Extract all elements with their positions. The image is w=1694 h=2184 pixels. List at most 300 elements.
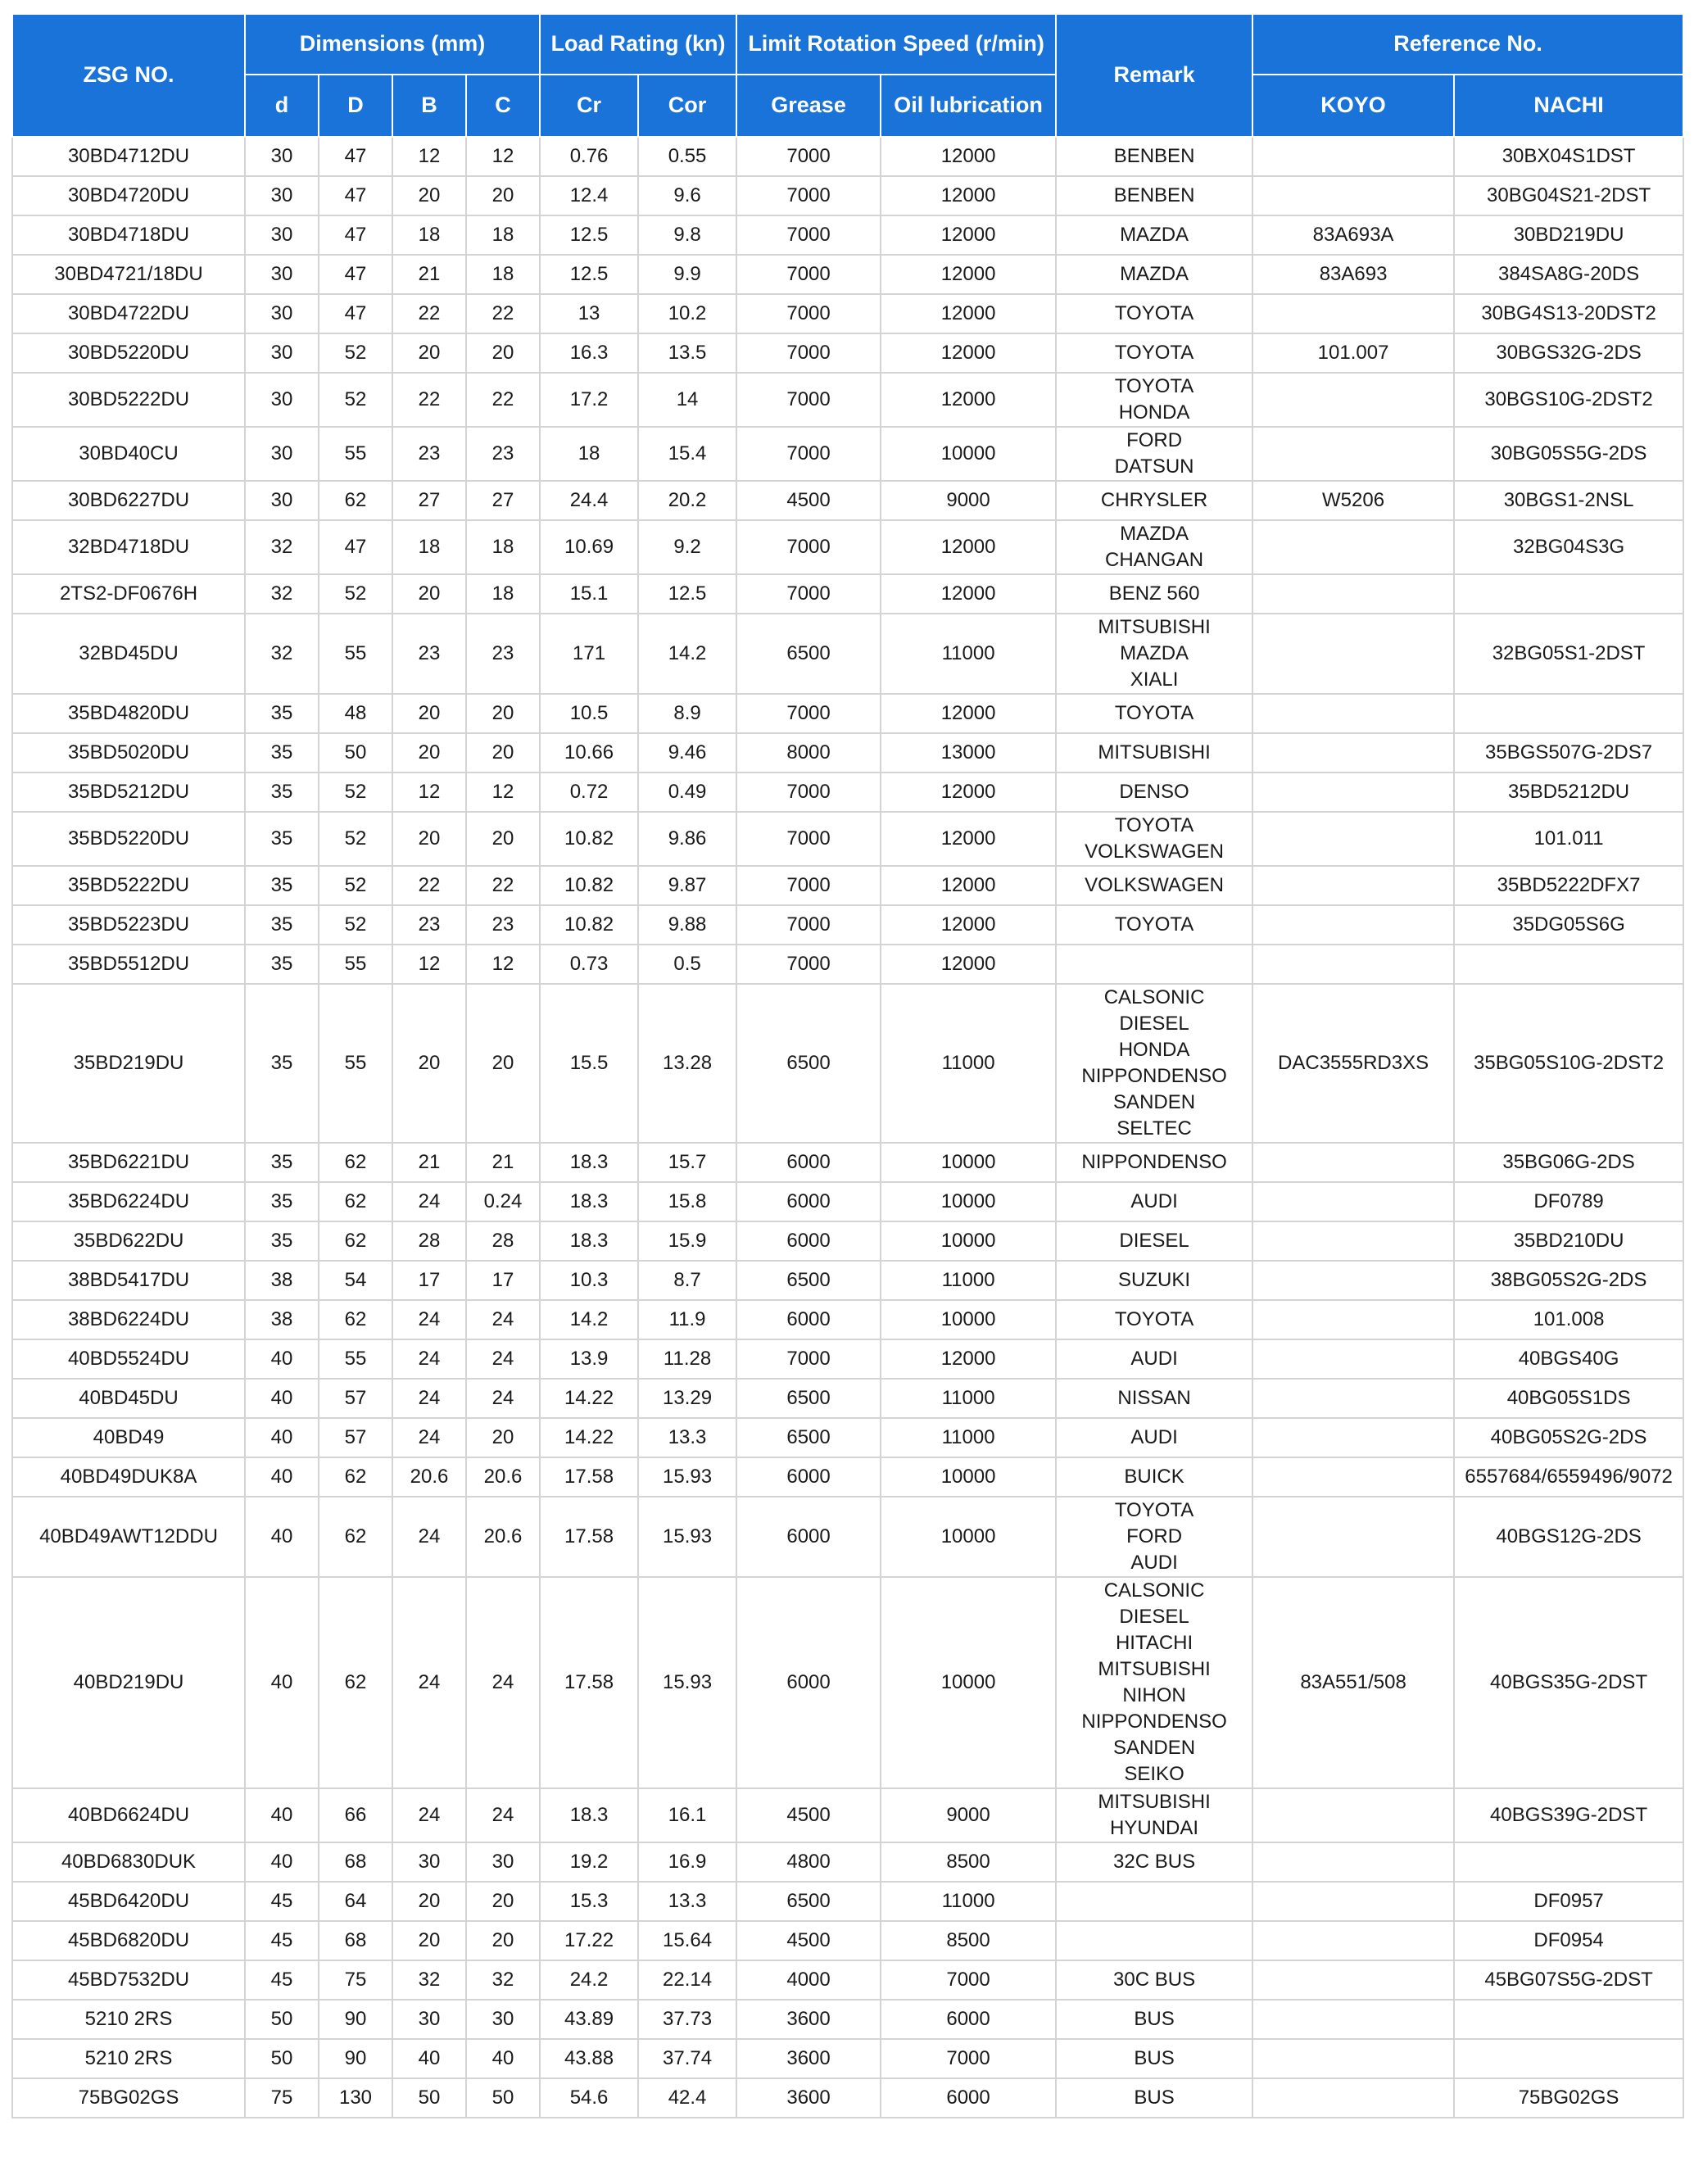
cell-oil: 10000: [881, 1143, 1056, 1182]
cell-d: 47: [319, 294, 392, 333]
cell-nachi: 38BG05S2G-2DS: [1454, 1261, 1683, 1300]
cell-c: 20.6: [466, 1497, 540, 1577]
cell-koyo: W5206: [1252, 481, 1454, 520]
cell-oil: 8500: [881, 1842, 1056, 1882]
cell-d: 62: [319, 1182, 392, 1221]
cell-cor: 9.87: [638, 866, 736, 905]
cell-zsg: 45BD7532DU: [12, 1960, 245, 2000]
cell-b: 24: [392, 1418, 466, 1457]
cell-cr: 15.1: [540, 574, 638, 614]
cell-grease: 7000: [736, 812, 881, 866]
cell-cor: 16.9: [638, 1842, 736, 1882]
table-row: [12, 1300, 1683, 1339]
cell-d: 62: [319, 1497, 392, 1577]
cell-cor: 13.3: [638, 1418, 736, 1457]
cell-c: 28: [466, 1221, 540, 1261]
cell-nachi: 35BGS507G-2DS7: [1454, 733, 1683, 773]
cell-remark: BUS: [1056, 2078, 1252, 2118]
cell-oil: 11000: [881, 614, 1056, 694]
cell-remark: MITSUBISHI: [1056, 733, 1252, 773]
cell-cr: 16.3: [540, 333, 638, 373]
cell-zsg: 40BD219DU: [12, 1577, 245, 1788]
header-remark: Remark: [1056, 14, 1252, 137]
cell-c: 20: [466, 1418, 540, 1457]
cell-d: 30: [245, 333, 319, 373]
cell-zsg: 2TS2-DF0676H: [12, 574, 245, 614]
cell-koyo: [1252, 1221, 1454, 1261]
cell-b: 20: [392, 694, 466, 733]
cell-oil: 11000: [881, 1379, 1056, 1418]
cell-d: 57: [319, 1379, 392, 1418]
cell-zsg: 35BD4820DU: [12, 694, 245, 733]
cell-b: 24: [392, 1339, 466, 1379]
cell-nachi: 30BGS10G-2DST2: [1454, 373, 1683, 427]
cell-nachi: 30BG4S13-20DST2: [1454, 294, 1683, 333]
cell-d: 30: [245, 294, 319, 333]
cell-remark: BUICK: [1056, 1457, 1252, 1497]
cell-nachi: 30BGS32G-2DS: [1454, 333, 1683, 373]
cell-d: 48: [319, 694, 392, 733]
cell-nachi: 35BD5222DFX7: [1454, 866, 1683, 905]
cell-cr: 18.3: [540, 1143, 638, 1182]
cell-cr: 43.88: [540, 2039, 638, 2078]
cell-zsg: 35BD5222DU: [12, 866, 245, 905]
table-row: [12, 773, 1683, 812]
cell-d: 62: [319, 481, 392, 520]
header-row-1: [12, 14, 1683, 75]
cell-cor: 20.2: [638, 481, 736, 520]
cell-cor: 13.3: [638, 1882, 736, 1921]
cell-zsg: 35BD5020DU: [12, 733, 245, 773]
table-row: [12, 137, 1683, 176]
cell-cor: 9.86: [638, 812, 736, 866]
cell-koyo: [1252, 614, 1454, 694]
cell-remark: FORD DATSUN: [1056, 427, 1252, 481]
cell-cr: 171: [540, 614, 638, 694]
cell-remark: BENZ 560: [1056, 574, 1252, 614]
cell-cor: 10.2: [638, 294, 736, 333]
cell-remark: TOYOTA: [1056, 294, 1252, 333]
cell-d: 47: [319, 176, 392, 215]
cell-cor: 0.49: [638, 773, 736, 812]
cell-oil: 7000: [881, 1960, 1056, 2000]
cell-cr: 17.22: [540, 1921, 638, 1960]
cell-c: 20: [466, 733, 540, 773]
cell-grease: 7000: [736, 294, 881, 333]
cell-nachi: [1454, 694, 1683, 733]
cell-b: 20: [392, 1921, 466, 1960]
cell-c: 23: [466, 427, 540, 481]
cell-cor: 0.55: [638, 137, 736, 176]
cell-d: 40: [245, 1842, 319, 1882]
cell-d: 52: [319, 333, 392, 373]
cell-b: 23: [392, 427, 466, 481]
cell-cor: 15.93: [638, 1457, 736, 1497]
cell-d: 40: [245, 1418, 319, 1457]
cell-b: 30: [392, 2000, 466, 2039]
cell-cr: 0.73: [540, 945, 638, 984]
cell-d: 47: [319, 255, 392, 294]
cell-grease: 6500: [736, 984, 881, 1143]
cell-grease: 6000: [736, 1300, 881, 1339]
cell-b: 24: [392, 1182, 466, 1221]
cell-oil: 9000: [881, 1788, 1056, 1842]
cell-oil: 12000: [881, 905, 1056, 945]
cell-oil: 9000: [881, 481, 1056, 520]
header-row-2: [12, 75, 1683, 137]
cell-c: 22: [466, 373, 540, 427]
cell-nachi: [1454, 945, 1683, 984]
cell-d: 55: [319, 984, 392, 1143]
cell-zsg: 35BD6224DU: [12, 1182, 245, 1221]
cell-grease: 7000: [736, 905, 881, 945]
cell-d: 45: [245, 1960, 319, 2000]
cell-grease: 3600: [736, 2039, 881, 2078]
cell-cr: 18.3: [540, 1182, 638, 1221]
cell-zsg: 30BD4720DU: [12, 176, 245, 215]
cell-koyo: [1252, 905, 1454, 945]
cell-d: 62: [319, 1143, 392, 1182]
cell-d: 50: [245, 2000, 319, 2039]
table-row: [12, 694, 1683, 733]
cell-koyo: [1252, 733, 1454, 773]
cell-oil: 11000: [881, 1418, 1056, 1457]
cell-d: 62: [319, 1457, 392, 1497]
cell-c: 12: [466, 773, 540, 812]
cell-nachi: 35BD5212DU: [1454, 773, 1683, 812]
cell-grease: 6000: [736, 1457, 881, 1497]
cell-c: 0.24: [466, 1182, 540, 1221]
cell-grease: 7000: [736, 333, 881, 373]
cell-grease: 6500: [736, 1379, 881, 1418]
cell-koyo: [1252, 137, 1454, 176]
cell-c: 23: [466, 905, 540, 945]
bearing-spec-table: [11, 13, 1684, 2118]
cell-cr: 0.72: [540, 773, 638, 812]
cell-c: 20: [466, 694, 540, 733]
cell-remark: MAZDA: [1056, 215, 1252, 255]
cell-cr: 17.2: [540, 373, 638, 427]
cell-remark: BENBEN: [1056, 176, 1252, 215]
cell-remark: VOLKSWAGEN: [1056, 866, 1252, 905]
cell-oil: 12000: [881, 1339, 1056, 1379]
cell-grease: 4500: [736, 481, 881, 520]
table-row: [12, 1143, 1683, 1182]
cell-koyo: [1252, 1882, 1454, 1921]
cell-d: 40: [245, 1379, 319, 1418]
cell-cr: 54.6: [540, 2078, 638, 2118]
cell-zsg: 38BD5417DU: [12, 1261, 245, 1300]
cell-d: 40: [245, 1497, 319, 1577]
cell-cr: 19.2: [540, 1842, 638, 1882]
cell-koyo: [1252, 520, 1454, 574]
cell-oil: 12000: [881, 373, 1056, 427]
cell-cor: 15.7: [638, 1143, 736, 1182]
cell-b: 22: [392, 373, 466, 427]
cell-c: 32: [466, 1960, 540, 2000]
cell-cor: 0.5: [638, 945, 736, 984]
cell-koyo: 83A551/508: [1252, 1577, 1454, 1788]
cell-koyo: 83A693A: [1252, 215, 1454, 255]
cell-nachi: [1454, 574, 1683, 614]
cell-cr: 10.82: [540, 905, 638, 945]
cell-nachi: 35BD210DU: [1454, 1221, 1683, 1261]
cell-oil: 8500: [881, 1921, 1056, 1960]
cell-d: 55: [319, 427, 392, 481]
cell-remark: BUS: [1056, 2000, 1252, 2039]
cell-oil: 10000: [881, 427, 1056, 481]
cell-cor: 12.5: [638, 574, 736, 614]
cell-zsg: 30BD6227DU: [12, 481, 245, 520]
cell-d: 52: [319, 866, 392, 905]
table-row: [12, 1457, 1683, 1497]
table-row: [12, 1379, 1683, 1418]
table-row: [12, 2039, 1683, 2078]
cell-zsg: 45BD6420DU: [12, 1882, 245, 1921]
cell-d: 35: [245, 1221, 319, 1261]
cell-remark: MAZDA: [1056, 255, 1252, 294]
cell-grease: 7000: [736, 773, 881, 812]
cell-remark: TOYOTA FORD AUDI: [1056, 1497, 1252, 1577]
cell-cor: 42.4: [638, 2078, 736, 2118]
cell-grease: 7000: [736, 373, 881, 427]
cell-zsg: 30BD5222DU: [12, 373, 245, 427]
table-row: [12, 255, 1683, 294]
cell-c: 30: [466, 1842, 540, 1882]
cell-grease: 3600: [736, 2000, 881, 2039]
cell-b: 20: [392, 1882, 466, 1921]
table-row: [12, 1497, 1683, 1577]
cell-grease: 7000: [736, 866, 881, 905]
cell-nachi: 40BG05S1DS: [1454, 1379, 1683, 1418]
cell-c: 30: [466, 2000, 540, 2039]
cell-cor: 13.29: [638, 1379, 736, 1418]
cell-cor: 9.6: [638, 176, 736, 215]
cell-koyo: [1252, 574, 1454, 614]
header-cr: Cr: [540, 75, 638, 137]
cell-koyo: [1252, 2000, 1454, 2039]
cell-d: 130: [319, 2078, 392, 2118]
cell-nachi: [1454, 2000, 1683, 2039]
cell-oil: 12000: [881, 694, 1056, 733]
cell-d: 50: [319, 733, 392, 773]
header-dimensions: Dimensions (mm): [245, 14, 540, 75]
cell-d: 30: [245, 427, 319, 481]
cell-d: 50: [245, 2039, 319, 2078]
cell-grease: 6000: [736, 1182, 881, 1221]
cell-cr: 18: [540, 427, 638, 481]
cell-oil: 6000: [881, 2000, 1056, 2039]
cell-remark: 30C BUS: [1056, 1960, 1252, 2000]
cell-cr: 10.82: [540, 866, 638, 905]
cell-cr: 18.3: [540, 1221, 638, 1261]
cell-d: 62: [319, 1221, 392, 1261]
cell-d: 75: [319, 1960, 392, 2000]
cell-zsg: 30BD4722DU: [12, 294, 245, 333]
cell-oil: 10000: [881, 1457, 1056, 1497]
cell-c: 20: [466, 984, 540, 1143]
cell-cor: 13.28: [638, 984, 736, 1143]
cell-b: 30: [392, 1842, 466, 1882]
cell-cr: 14.22: [540, 1379, 638, 1418]
cell-b: 24: [392, 1497, 466, 1577]
cell-d: 32: [245, 574, 319, 614]
cell-b: 22: [392, 866, 466, 905]
cell-nachi: [1454, 1842, 1683, 1882]
cell-remark: AUDI: [1056, 1418, 1252, 1457]
cell-cor: 37.74: [638, 2039, 736, 2078]
cell-remark: BUS: [1056, 2039, 1252, 2078]
table-row: [12, 1182, 1683, 1221]
cell-grease: 6000: [736, 1577, 881, 1788]
cell-nachi: DF0789: [1454, 1182, 1683, 1221]
cell-nachi: 30BGS1-2NSL: [1454, 481, 1683, 520]
cell-nachi: 40BGS39G-2DST: [1454, 1788, 1683, 1842]
cell-zsg: 38BD6224DU: [12, 1300, 245, 1339]
cell-grease: 4500: [736, 1788, 881, 1842]
cell-nachi: DF0954: [1454, 1921, 1683, 1960]
cell-zsg: 5210 2RS: [12, 2039, 245, 2078]
cell-koyo: [1252, 1457, 1454, 1497]
table-row: [12, 176, 1683, 215]
cell-oil: 11000: [881, 1261, 1056, 1300]
cell-cr: 12.5: [540, 215, 638, 255]
cell-koyo: [1252, 694, 1454, 733]
cell-oil: 13000: [881, 733, 1056, 773]
table-body: [12, 137, 1683, 2118]
cell-cor: 11.9: [638, 1300, 736, 1339]
cell-d: 30: [245, 176, 319, 215]
cell-nachi: 32BG04S3G: [1454, 520, 1683, 574]
cell-b: 23: [392, 614, 466, 694]
cell-nachi: 35DG05S6G: [1454, 905, 1683, 945]
table-row: [12, 2078, 1683, 2118]
cell-koyo: [1252, 1182, 1454, 1221]
cell-cr: 13: [540, 294, 638, 333]
cell-grease: 4000: [736, 1960, 881, 2000]
cell-c: 18: [466, 574, 540, 614]
header-limit-speed: Limit Rotation Speed (r/min): [736, 14, 1056, 75]
cell-b: 20: [392, 984, 466, 1143]
cell-koyo: 83A693: [1252, 255, 1454, 294]
cell-b: 24: [392, 1788, 466, 1842]
cell-d: 55: [319, 945, 392, 984]
cell-d: 30: [245, 215, 319, 255]
cell-grease: 8000: [736, 733, 881, 773]
cell-cor: 14.2: [638, 614, 736, 694]
cell-koyo: [1252, 866, 1454, 905]
cell-remark: 32C BUS: [1056, 1842, 1252, 1882]
cell-cor: 15.8: [638, 1182, 736, 1221]
cell-d: 45: [245, 1882, 319, 1921]
cell-remark: [1056, 945, 1252, 984]
cell-zsg: 45BD6820DU: [12, 1921, 245, 1960]
cell-d: 62: [319, 1300, 392, 1339]
cell-oil: 10000: [881, 1300, 1056, 1339]
cell-grease: 6000: [736, 1497, 881, 1577]
cell-d: 90: [319, 2000, 392, 2039]
cell-b: 17: [392, 1261, 466, 1300]
cell-cor: 14: [638, 373, 736, 427]
cell-koyo: [1252, 1339, 1454, 1379]
cell-remark: TOYOTA VOLKSWAGEN: [1056, 812, 1252, 866]
cell-c: 24: [466, 1577, 540, 1788]
cell-cr: 24.2: [540, 1960, 638, 2000]
cell-c: 40: [466, 2039, 540, 2078]
table-row: [12, 1882, 1683, 1921]
cell-d: 47: [319, 137, 392, 176]
cell-grease: 7000: [736, 176, 881, 215]
cell-koyo: [1252, 945, 1454, 984]
cell-remark: AUDI: [1056, 1339, 1252, 1379]
cell-d: 47: [319, 520, 392, 574]
cell-b: 28: [392, 1221, 466, 1261]
cell-remark: TOYOTA: [1056, 1300, 1252, 1339]
cell-oil: 12000: [881, 945, 1056, 984]
header-C: C: [466, 75, 540, 137]
cell-d: 35: [245, 773, 319, 812]
table-row: [12, 1418, 1683, 1457]
cell-cor: 13.5: [638, 333, 736, 373]
cell-b: 20: [392, 574, 466, 614]
cell-zsg: 40BD49AWT12DDU: [12, 1497, 245, 1577]
cell-remark: [1056, 1882, 1252, 1921]
cell-remark: NISSAN: [1056, 1379, 1252, 1418]
cell-grease: 4500: [736, 1921, 881, 1960]
cell-nachi: 101.011: [1454, 812, 1683, 866]
cell-d: 45: [245, 1921, 319, 1960]
cell-d: 75: [245, 2078, 319, 2118]
cell-cor: 11.28: [638, 1339, 736, 1379]
cell-oil: 10000: [881, 1182, 1056, 1221]
cell-zsg: 75BG02GS: [12, 2078, 245, 2118]
cell-oil: 6000: [881, 2078, 1056, 2118]
cell-koyo: [1252, 373, 1454, 427]
cell-remark: MITSUBISHI MAZDA XIALI: [1056, 614, 1252, 694]
cell-grease: 6000: [736, 1221, 881, 1261]
cell-d: 52: [319, 773, 392, 812]
cell-d: 68: [319, 1921, 392, 1960]
cell-grease: 6000: [736, 1143, 881, 1182]
cell-b: 24: [392, 1577, 466, 1788]
cell-grease: 7000: [736, 427, 881, 481]
cell-c: 20: [466, 1882, 540, 1921]
cell-koyo: [1252, 2039, 1454, 2078]
cell-b: 18: [392, 520, 466, 574]
cell-c: 20: [466, 812, 540, 866]
table-row: [12, 1261, 1683, 1300]
cell-b: 32: [392, 1960, 466, 2000]
table-row: [12, 1788, 1683, 1842]
header-zsg-no: ZSG NO.: [12, 14, 245, 137]
cell-zsg: 30BD5220DU: [12, 333, 245, 373]
cell-d: 30: [245, 481, 319, 520]
cell-cr: 10.5: [540, 694, 638, 733]
cell-koyo: 101.007: [1252, 333, 1454, 373]
cell-cor: 22.14: [638, 1960, 736, 2000]
cell-zsg: 40BD49: [12, 1418, 245, 1457]
cell-nachi: [1454, 2039, 1683, 2078]
cell-oil: 10000: [881, 1221, 1056, 1261]
cell-nachi: 384SA8G-20DS: [1454, 255, 1683, 294]
cell-b: 50: [392, 2078, 466, 2118]
table-row: [12, 1339, 1683, 1379]
cell-oil: 12000: [881, 574, 1056, 614]
cell-koyo: [1252, 1921, 1454, 1960]
cell-cr: 10.69: [540, 520, 638, 574]
cell-oil: 10000: [881, 1577, 1056, 1788]
cell-zsg: 35BD622DU: [12, 1221, 245, 1261]
